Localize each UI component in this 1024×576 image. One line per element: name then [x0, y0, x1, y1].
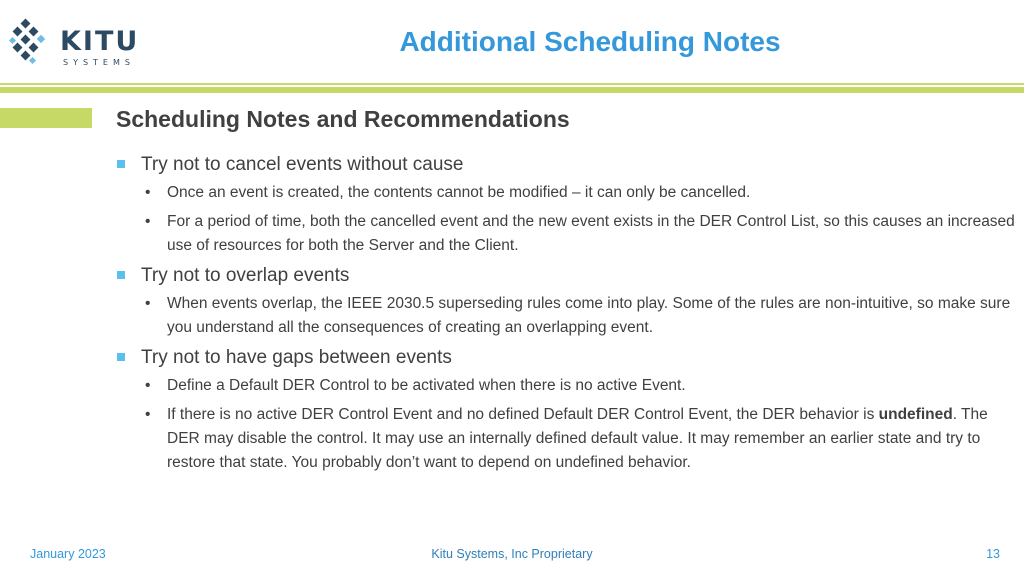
slide-content: [116, 150, 1016, 480]
section-heading: [116, 152, 1016, 177]
logo-tagline: SYSTEMS: [63, 58, 135, 67]
list-item: [116, 374, 1016, 398]
section-heading-text: Try not to cancel events without cause: [141, 154, 464, 175]
slide-title: Additional Scheduling Notes: [399, 26, 781, 57]
bullet-dot-icon: •: [145, 406, 151, 423]
section-heading-text: Try not to overlap events: [141, 265, 350, 286]
list-item: [116, 210, 1016, 258]
list-item-text-after: . The DER may disable the control. It may use an internally defined default value. It may remember an earlier state and try to restore that state. You probably don’t want to depend on undefined behavior.: [167, 406, 988, 471]
list-item-text-before: If there is no active DER Control Event and no defined Default DER Control Event, the DER behavior is: [167, 406, 879, 423]
footer-date: January 2023: [30, 547, 106, 561]
page-number: 13: [986, 547, 1000, 561]
bullet-dot-icon: •: [145, 295, 151, 312]
list-item: [116, 181, 1016, 205]
logo-wordmark: KITU: [60, 26, 140, 57]
list-item-text: Once an event is created, the contents cannot be modified – it can only be cancelled.: [167, 184, 751, 201]
square-bullet-icon: [117, 160, 125, 168]
slide-subtitle: Scheduling Notes and Recommendations: [116, 106, 570, 132]
header-rule: [0, 87, 1024, 93]
kitu-logo: [8, 14, 140, 70]
list-item: [116, 292, 1016, 340]
kitu-logo-icon: [8, 14, 56, 70]
bullet-dot-icon: •: [145, 184, 151, 201]
header-rule-thin: [0, 83, 1024, 85]
list-item-text: When events overlap, the IEEE 2030.5 superseding rules come into play. Some of the rules are non-intuitive, so make sure you understand all the consequences of creating an overlapping event.: [167, 295, 1011, 336]
footer-proprietary: Kitu Systems, Inc Proprietary: [431, 547, 593, 561]
bullet-dot-icon: •: [145, 213, 151, 230]
emphasis-undefined: undefined: [878, 406, 953, 423]
subtitle-accent-bar: [0, 108, 92, 128]
list-item-text: For a period of time, both the cancelled event and the new event exists in the DER Control List, so this causes an increased use of resources for both the Server and the Client.: [167, 213, 1015, 254]
square-bullet-icon: [117, 353, 125, 361]
list-item: [116, 403, 1016, 475]
square-bullet-icon: [117, 271, 125, 279]
section-heading: [116, 263, 1016, 288]
list-item-text: Define a Default DER Control to be activated when there is no active Event.: [167, 377, 686, 394]
section-heading-text: Try not to have gaps between events: [141, 347, 452, 368]
section-heading: [116, 345, 1016, 370]
bullet-dot-icon: •: [145, 377, 151, 394]
